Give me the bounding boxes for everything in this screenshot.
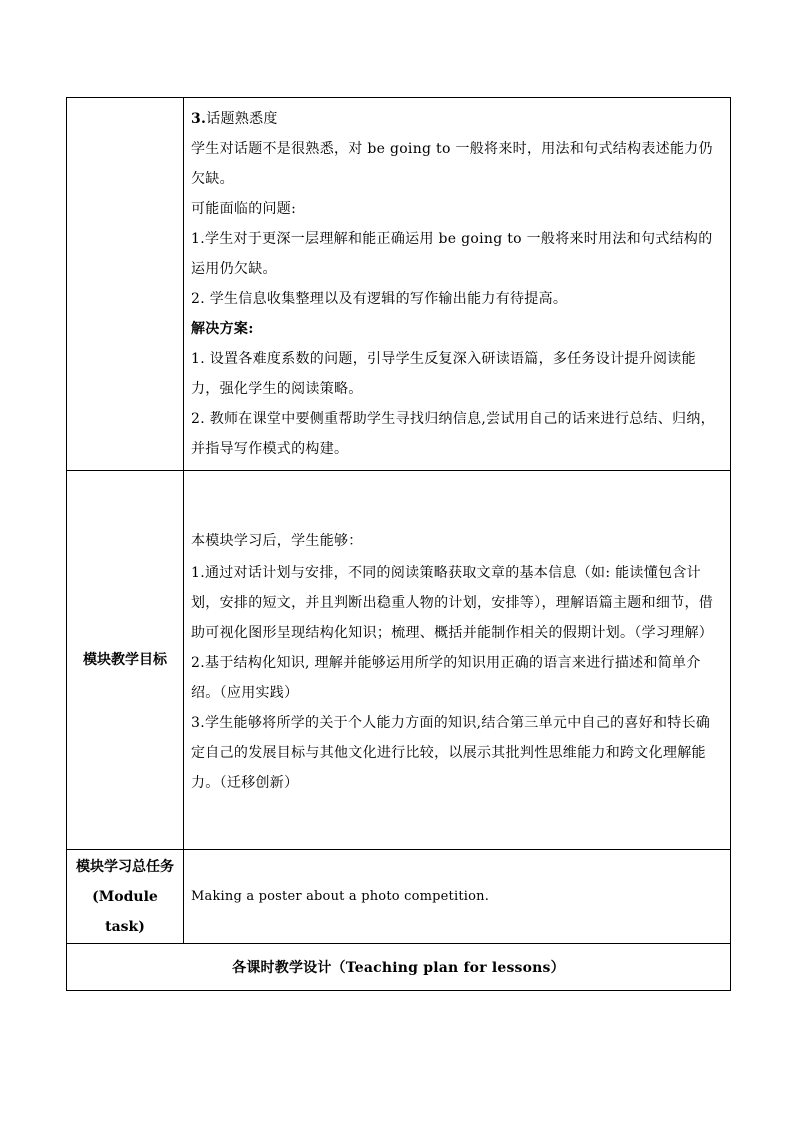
objectives-row: [67, 471, 731, 850]
objective-3: 3.学生能够将所学的关于个人能力方面的知识,结合第三单元中自己的喜好和特长确定自己的发展目标与其他文化进行比较，以展示其批判性思维能力和跨文化理解能力。（迁移创新）: [191, 715, 711, 791]
topic-familiarity-heading: 3.话题熟悉度: [191, 111, 278, 127]
problem-item-1: 1.学生对于更深一层理解和能正确运用 be going to 一般将来时用法和句式结构的运用仍欠缺。: [191, 231, 713, 277]
lesson-plan-sheet: [66, 97, 730, 991]
problems-label-cell: [67, 98, 184, 471]
objectives-label: 模块教学目标: [67, 471, 184, 850]
objectives-intro: 本模块学习后，学生能够：: [191, 533, 363, 549]
solutions-label: 解决方案:: [191, 321, 254, 337]
solution-item-1: 1. 设置各难度系数的问题，引导学生反复深入研读语篇，多任务设计提升阅读能力，强化学生的阅读策略。: [191, 351, 696, 397]
problem-item-2: 2. 学生信息收集整理以及有逻辑的写作输出能力有待提高。: [191, 291, 568, 307]
plan-table: [66, 97, 731, 991]
objective-1: 1.通过对话计划与安排，不同的阅读策略获取文章的基本信息（如: 能读懂包含计划，安排的短文，并且判断出稳重人物的计划，安排等），理解语篇主题和细节，借助可视化图形呈现结构化知识；梳理、概括并能制作相关的假期计划。（学习理解）: [191, 565, 714, 641]
module-task-label: 模块学习总任务(Module task): [67, 850, 184, 944]
problems-cell: [184, 98, 731, 471]
module-task-row: [67, 850, 731, 944]
objectives-cell: [184, 471, 731, 850]
problems-row: [67, 98, 731, 471]
topic-familiarity-text: 学生对话题不是很熟悉，对 be going to 一般将来时，用法和句式结构表述能力仍欠缺。: [191, 141, 713, 187]
module-task-cell: [184, 850, 731, 944]
lesson-plan-title: 各课时教学设计（Teaching plan for lessons）: [67, 944, 731, 991]
module-task-text: Making a poster about a photo competition.: [191, 889, 490, 904]
lesson-plan-row: [67, 944, 731, 991]
possible-problems-label: 可能面临的问题:: [191, 201, 297, 217]
solution-item-2: 2. 教师在课堂中要侧重帮助学生寻找归纳信息,尝试用自己的话来进行总结、归纳，并指导写作模式的构建。: [191, 411, 715, 457]
objective-2: 2.基于结构化知识, 理解并能够运用所学的知识用正确的语言来进行描述和简单介绍。（应用实践）: [191, 655, 701, 701]
